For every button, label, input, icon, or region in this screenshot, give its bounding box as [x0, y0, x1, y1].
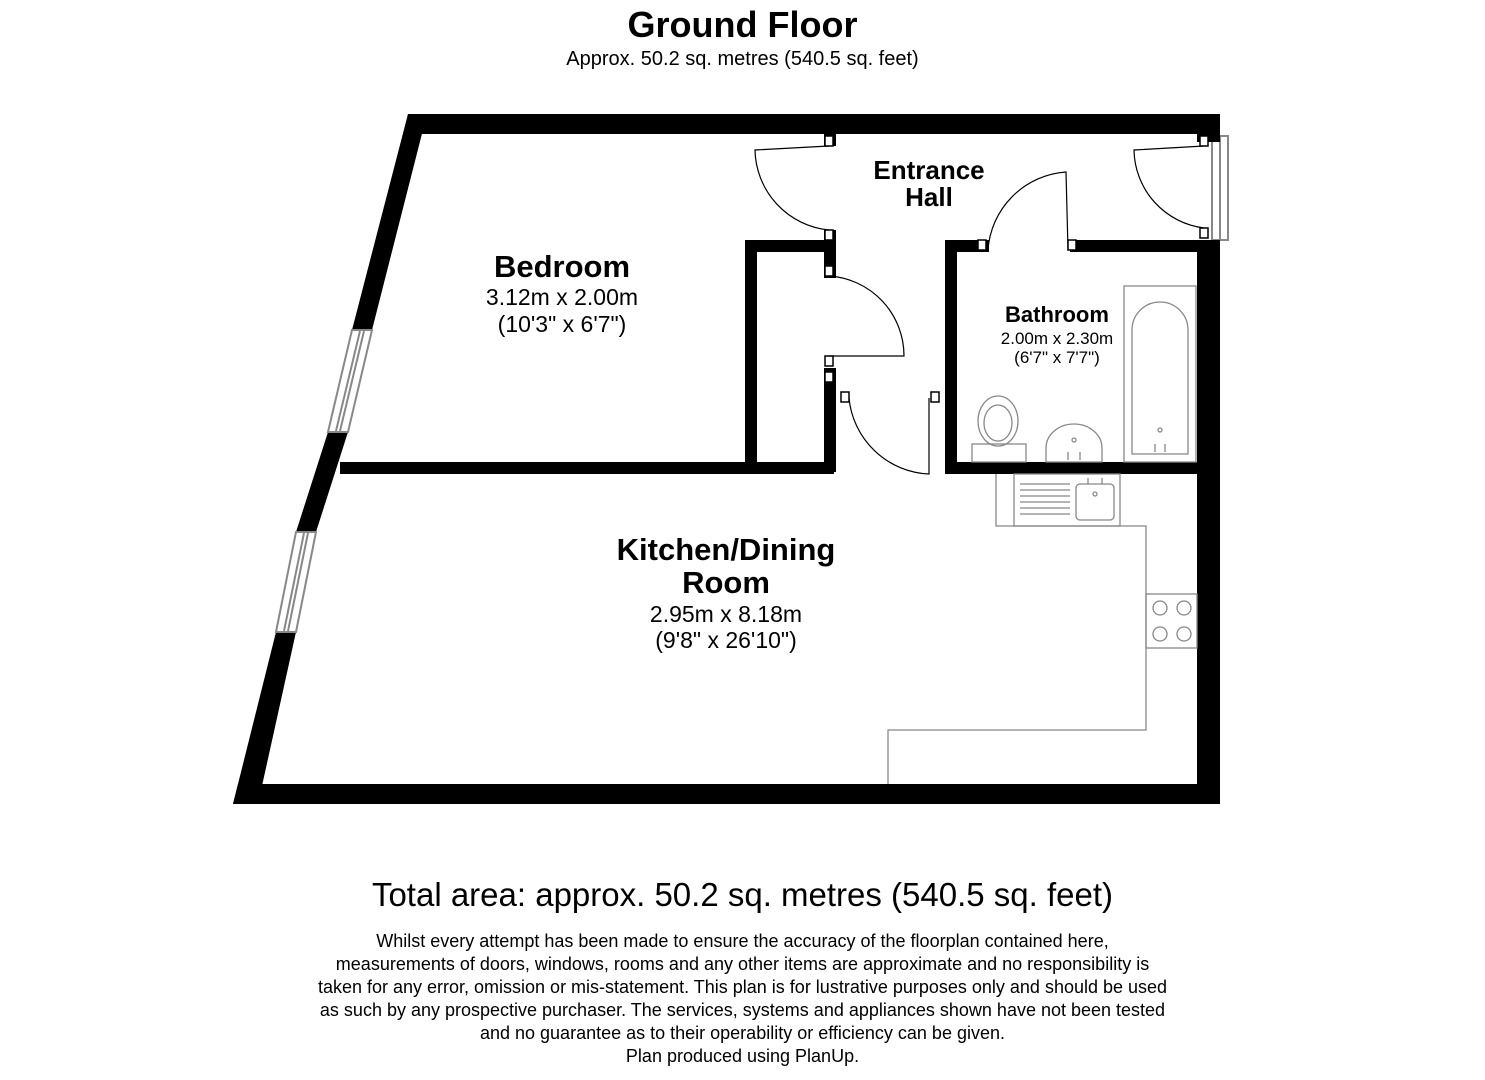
kitchen-dining-name-line1: Kitchen/Dining [616, 532, 836, 567]
bedroom-label [486, 249, 638, 337]
bedroom-metric: 3.12m x 2.00m [485, 284, 639, 310]
kitchen-dining-metric: 2.95m x 8.18m [649, 601, 803, 627]
top-wall [404, 114, 1220, 134]
left-wall-upper [352, 114, 427, 330]
bedroom-window [328, 330, 372, 432]
disclaimer [0, 930, 1485, 1068]
disclaimer-line: taken for any error, omission or mis-statement. This plan is for lustrative purposes only and should be used [317, 977, 1168, 997]
bathroom-wall-bottom [945, 462, 1220, 474]
hall-wall-lower [824, 368, 836, 472]
disclaimer-line: as such by any prospective purchaser. The services, systems and appliances shown have not been tested [319, 1000, 1166, 1020]
outer-walls [233, 114, 1220, 804]
bathroom-imperial: (6'7" x 7'7") [1014, 348, 1100, 367]
kitchen-dining-label [617, 532, 836, 653]
toilet-icon [972, 396, 1026, 462]
bathroom-name: Bathroom [1005, 302, 1109, 327]
entrance-hall-name-line2: Hall [905, 182, 953, 212]
cupboard-door-icon [829, 276, 904, 356]
total-area: Total area: approx. 50.2 sq. metres (540.5 sq. feet) [371, 876, 1114, 913]
disclaimer-line: measurements of doors, windows, rooms and any other items are approximate and no responsibility is [335, 954, 1150, 974]
disclaimer-line: and no guarantee as to their operability or efficiency can be given. [479, 1023, 1005, 1043]
entrance-hall-label [873, 155, 984, 212]
bathroom-door-icon [988, 172, 1068, 250]
cupboard-wall-top [745, 240, 835, 252]
disclaimer-credit: Plan produced using PlanUp. [625, 1046, 860, 1066]
bathroom-metric: 2.00m x 2.30m [1000, 329, 1114, 348]
sink-icon [1014, 474, 1120, 526]
floor-subtitle: Approx. 50.2 sq. metres (540.5 sq. feet) [566, 48, 919, 70]
disclaimer-line: Whilst every attempt has been made to ensure the accuracy of the floorplan contained here, [376, 931, 1109, 951]
kitchen-dining-imperial: (9'8" x 26'10") [655, 627, 797, 653]
entrance-hall-name-line1: Entrance [873, 155, 985, 185]
basin-icon [1046, 424, 1102, 462]
bathroom-wall-left [945, 240, 957, 474]
kitchen-dining-name-line2: Room [682, 565, 770, 600]
entrance-door-icon [1134, 146, 1204, 228]
bedroom-imperial: (10'3" x 6'7") [497, 311, 627, 337]
bedroom-door-icon [755, 146, 829, 230]
entrance-door-frame [1212, 136, 1228, 240]
kitchen-door-icon [849, 398, 929, 474]
left-wall-lower [233, 632, 296, 804]
door-swings [755, 146, 1204, 474]
bedroom-name: Bedroom [493, 249, 631, 284]
floor-title: Ground Floor [627, 4, 858, 45]
cupboard-wall-left [745, 240, 757, 466]
bathroom-wall-top-right [1070, 240, 1220, 252]
bedroom-kitchen-wall [340, 462, 834, 474]
left-wall-middle [296, 432, 348, 532]
right-wall [1197, 240, 1220, 804]
kitchen-window [276, 532, 316, 632]
bath-icon [1124, 286, 1196, 462]
bottom-wall [233, 784, 1220, 804]
hob-icon [1146, 594, 1197, 648]
bathroom-label [1001, 302, 1113, 367]
kitchen-fixtures [888, 474, 1197, 784]
